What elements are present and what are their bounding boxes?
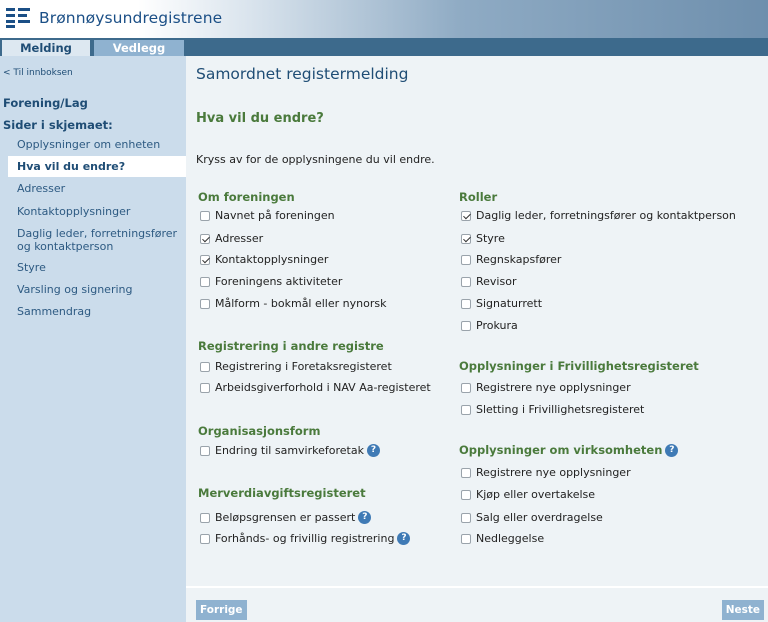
group-heading-virksomheten: Opplysninger om virksomheten ? <box>459 443 678 457</box>
option-navnet[interactable]: Navnet på foreningen <box>200 209 335 222</box>
sidebar-item-styre[interactable]: Styre <box>17 261 46 274</box>
checkbox[interactable] <box>461 234 471 244</box>
option-foreningens-aktiviteter[interactable]: Foreningens aktiviteter <box>200 275 342 288</box>
checkbox[interactable] <box>461 534 471 544</box>
checkbox[interactable] <box>200 362 210 372</box>
group-heading-andre-registre: Registrering i andre registre <box>198 339 384 353</box>
logo-text: Brønnøysundregistrene <box>39 9 223 27</box>
page-title: Samordnet registermelding <box>196 65 409 83</box>
checkbox[interactable] <box>200 299 210 309</box>
sidebar <box>0 56 186 622</box>
group-heading-organisasjonsform: Organisasjonsform <box>198 424 321 438</box>
option-aa-registeret[interactable]: Arbeidsgiverforhold i NAV Aa-registeret <box>200 381 431 394</box>
option-daglig-leder[interactable]: Daglig leder, forretningsfører og kontaktperson <box>461 209 736 222</box>
checkbox[interactable] <box>461 211 471 221</box>
option-samvirkeforetak[interactable]: Endring til samvirkeforetak ? <box>200 444 380 457</box>
checkbox[interactable] <box>461 405 471 415</box>
intro-text: Kryss av for de opplysningene du vil endre. <box>196 153 435 166</box>
checkbox[interactable] <box>200 383 210 393</box>
next-button[interactable]: Neste <box>722 600 764 620</box>
previous-button[interactable]: Forrige <box>196 600 247 620</box>
section-title: Hva vil du endre? <box>196 111 324 126</box>
sidebar-item-adresser[interactable]: Adresser <box>17 182 66 195</box>
help-icon[interactable]: ? <box>367 444 380 457</box>
tab-bar <box>0 38 768 56</box>
main-content <box>186 56 768 586</box>
checkbox[interactable] <box>200 534 210 544</box>
help-icon[interactable]: ? <box>358 511 371 524</box>
option-frivillig-registrering[interactable]: Forhånds- og frivillig registrering ? <box>200 532 410 545</box>
group-heading-roller: Roller <box>459 190 498 204</box>
tab-melding[interactable]: Melding <box>2 40 90 56</box>
checkbox[interactable] <box>461 468 471 478</box>
checkbox[interactable] <box>461 299 471 309</box>
sidebar-item-kontaktopplysninger[interactable]: Kontaktopplysninger <box>17 205 131 218</box>
option-virksomhet-nye-opplysninger[interactable]: Registrere nye opplysninger <box>461 466 631 479</box>
checkbox[interactable] <box>461 513 471 523</box>
option-belopsgrensen[interactable]: Beløpsgrensen er passert ? <box>200 511 371 524</box>
option-prokura[interactable]: Prokura <box>461 319 518 332</box>
back-to-inbox-link[interactable]: < Til innboksen <box>3 68 73 78</box>
checkbox[interactable] <box>200 277 210 287</box>
option-nedleggelse[interactable]: Nedleggelse <box>461 532 544 545</box>
option-regnskapsforer[interactable]: Regnskapsfører <box>461 253 561 266</box>
checkbox[interactable] <box>200 211 210 221</box>
option-frivillig-nye-opplysninger[interactable]: Registrere nye opplysninger <box>461 381 631 394</box>
sidebar-item-daglig-leder[interactable]: Daglig leder, forretningsfører og kontaktperson <box>17 227 178 253</box>
option-kjop[interactable]: Kjøp eller overtakelse <box>461 488 595 501</box>
option-salg[interactable]: Salg eller overdragelse <box>461 511 603 524</box>
footer <box>186 586 768 622</box>
checkbox[interactable] <box>200 513 210 523</box>
sidebar-item-hva-vil-du-endre[interactable]: Hva vil du endre? <box>8 156 186 177</box>
checkbox[interactable] <box>461 277 471 287</box>
sidebar-org-heading: Forening/Lag <box>3 96 88 110</box>
option-kontaktopplysninger[interactable]: Kontaktopplysninger <box>200 253 328 266</box>
checkbox[interactable] <box>200 234 210 244</box>
help-icon[interactable]: ? <box>665 444 678 457</box>
option-signaturrett[interactable]: Signaturrett <box>461 297 542 310</box>
option-foretaksregisteret[interactable]: Registrering i Foretaksregisteret <box>200 360 392 373</box>
option-sletting[interactable]: Sletting i Frivillighetsregisteret <box>461 403 644 416</box>
option-malform[interactable]: Målform - bokmål eller nynorsk <box>200 297 386 310</box>
help-icon[interactable]: ? <box>397 532 410 545</box>
tab-vedlegg[interactable]: Vedlegg <box>94 40 184 56</box>
group-heading-frivillighetsregisteret: Opplysninger i Frivillighetsregisteret <box>459 359 699 373</box>
option-revisor[interactable]: Revisor <box>461 275 516 288</box>
logo <box>6 8 222 28</box>
sidebar-pages-heading: Sider i skjemaet: <box>3 118 113 132</box>
checkbox[interactable] <box>461 255 471 265</box>
group-heading-om-foreningen: Om foreningen <box>198 190 295 204</box>
app-header <box>0 0 768 38</box>
sidebar-item-varsling-og-signering[interactable]: Varsling og signering <box>17 283 133 296</box>
option-adresser[interactable]: Adresser <box>200 232 263 245</box>
checkbox[interactable] <box>461 490 471 500</box>
sidebar-item-opplysninger-om-enheten[interactable]: Opplysninger om enheten <box>17 138 161 151</box>
checkbox[interactable] <box>461 321 471 331</box>
option-styre[interactable]: Styre <box>461 232 505 245</box>
checkbox[interactable] <box>200 255 210 265</box>
register-logo-icon <box>6 8 30 28</box>
sidebar-item-sammendrag[interactable]: Sammendrag <box>17 305 92 318</box>
checkbox[interactable] <box>461 383 471 393</box>
group-heading-merverdiavgift: Merverdiavgiftsregisteret <box>198 486 366 500</box>
checkbox[interactable] <box>200 446 210 456</box>
